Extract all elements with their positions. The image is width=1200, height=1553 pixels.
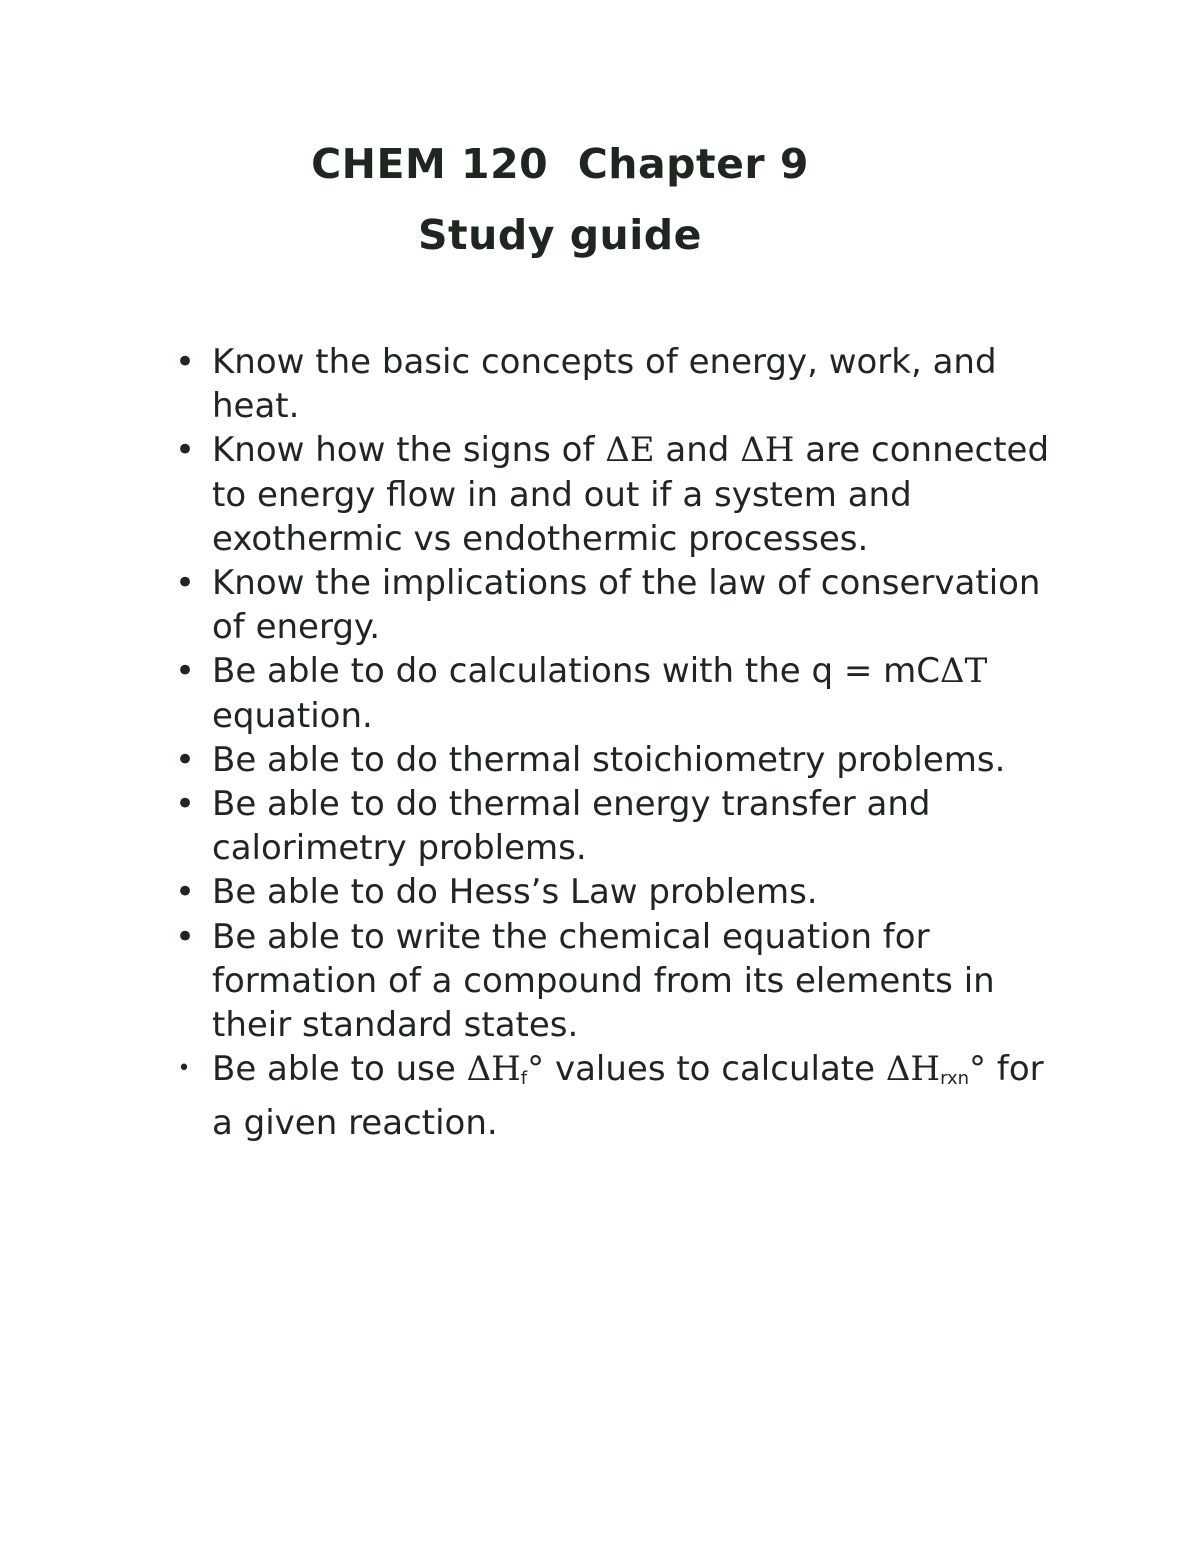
item-text: Be able to do thermal stoichiometry problems. [212, 739, 1006, 780]
list-item [172, 870, 1072, 914]
bullet-marker: • [177, 1056, 191, 1082]
delta-h-symbol: ΔH [885, 1049, 941, 1090]
bullet-marker: • [175, 872, 196, 913]
list-item [172, 738, 1072, 782]
bullet-marker: • [175, 651, 196, 692]
list-item [172, 915, 1072, 1048]
item-text: Be able to do calculations with the q = mC [212, 651, 941, 692]
item-text: for a given reaction. [212, 1049, 1044, 1144]
delta-t-symbol: ΔT [940, 651, 988, 692]
list-item [172, 340, 1072, 428]
item-text: Be able to do thermal energy transfer and calorimetry problems. [212, 784, 931, 869]
item-text: equation. [212, 695, 373, 736]
delta-h-symbol: ΔH [466, 1049, 521, 1090]
delta-e-symbol: ΔE [605, 430, 655, 471]
subscript-rxn: rxn [940, 1068, 970, 1090]
bullet-marker: • [175, 784, 196, 825]
item-text: Be able to use [212, 1049, 467, 1090]
subscript-f: f [520, 1068, 528, 1090]
item-text: Know how the signs of [212, 430, 606, 471]
list-item [172, 561, 1072, 649]
list-item [172, 782, 1072, 870]
item-text: are connected to energy flow in and out if a system and exothermic vs endothermic processes. [212, 430, 1050, 559]
bullet-marker: • [175, 739, 196, 780]
degree-symbol: ° [969, 1049, 987, 1090]
item-text: Be able to write the chemical equation for formation of a compound from its elements in their standard states. [212, 916, 995, 1046]
bullet-marker: • [175, 430, 196, 471]
document-subtitle: Study guide [418, 211, 702, 259]
item-text: Know the implications of the law of conservation of energy. [212, 563, 1041, 648]
item-text: values to calculate [544, 1049, 886, 1090]
item-text: Know the basic concepts of energy, work, and heat. [212, 342, 997, 427]
bullet-marker: • [175, 916, 196, 957]
delta-h-symbol: ΔH [740, 430, 795, 471]
item-text: Be able to do Hess’s Law problems. [212, 872, 818, 913]
degree-symbol: ° [527, 1049, 545, 1090]
document-title: CHEM 120 Chapter 9 [311, 140, 809, 188]
bullet-marker: • [175, 563, 196, 604]
list-item [172, 1047, 1072, 1145]
item-text: and [654, 430, 741, 471]
list-item [172, 428, 1072, 561]
bullet-marker: • [175, 342, 196, 382]
study-guide-list [172, 340, 1072, 1146]
list-item [172, 649, 1072, 737]
